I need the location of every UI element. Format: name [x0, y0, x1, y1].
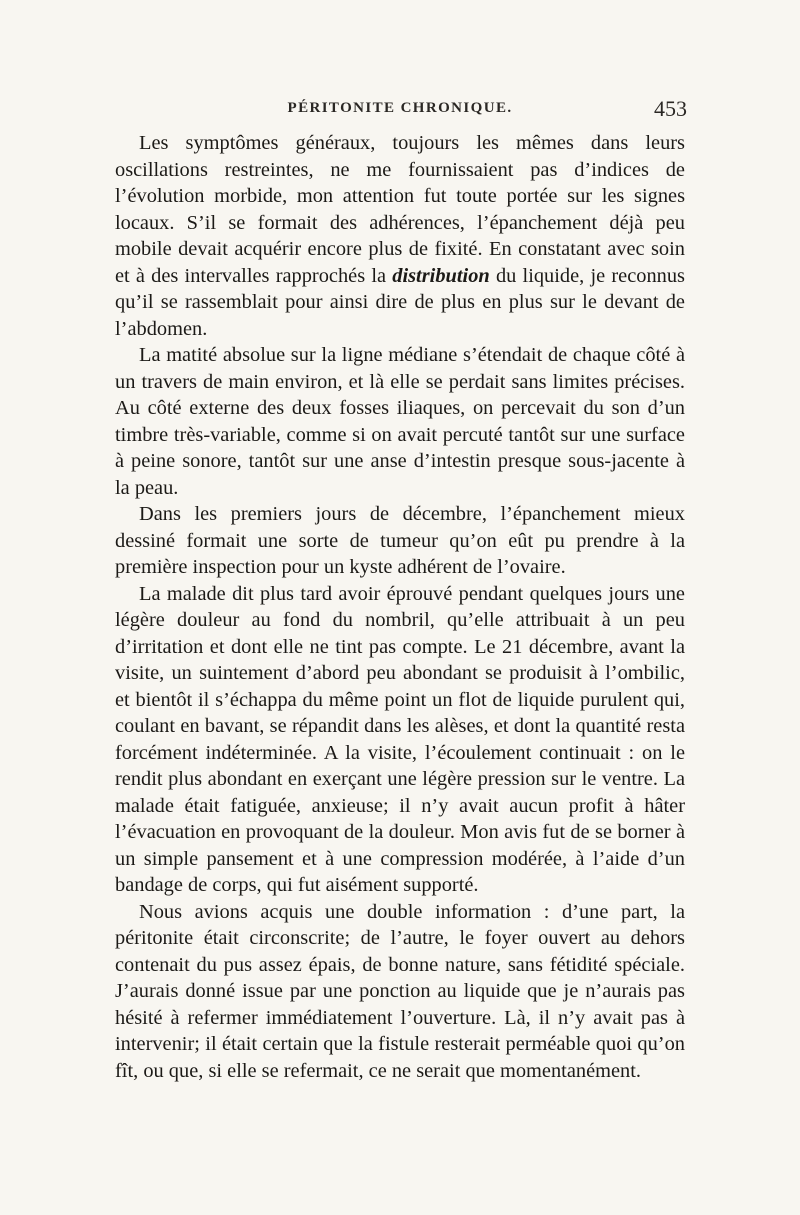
- paragraph-1-before: Les symptômes généraux, toujours les mêmes dans leurs oscillations restreintes, ne me fournissaient pas d’indices de l’évolution morbide, mon attention fut toute portée sur les signes locaux. S’il se formait des adhérences, l’épanchement déjà peu mobile devait acquérir encore plus de fixité. En constatant avec soin et à des intervalles rapprochés la: [115, 132, 685, 287]
- italic-emphasis: distribution: [392, 264, 490, 287]
- paragraph-3: Dans les premiers jours de décembre, l’épanchement mieux dessiné formait une sorte de tumeur qu’on eût pu prendre à la première inspection pour un kyste adhérent de l’ovaire.: [115, 503, 685, 578]
- body-text: [115, 130, 685, 1084]
- page-number: 453: [654, 96, 687, 121]
- page-header: [115, 96, 685, 126]
- paragraph-1: [115, 130, 685, 342]
- paragraph-1-after: du liquide, je reconnus qu’il se rassemblait pour ainsi dire de plus en plus sur le devant de l’abdomen.: [115, 264, 685, 340]
- paragraph-2: La matité absolue sur la ligne médiane s’étendait de chaque côté à un travers de main environ, et là elle se perdait sans limites précises. Au côté externe des deux fosses iliaques, on percevait du son d’un timbre très-variable, comme si on avait percuté tantôt sur une surface à peine sonore, tantôt sur une anse d’intestin presque sous-jacente à la peau.: [115, 344, 685, 499]
- paragraph-5: Nous avions acquis une double information : d’une part, la péritonite était circonscrite; de l’autre, le foyer ouvert au dehors contenait du pus assez épais, de bonne nature, sans fétidité spéciale. J’aurais donné issue par une ponction au liquide que je n’aurais pas hésité à refermer immédiatement l’ouverture. Là, il n’y avait pas à intervenir; il était certain que la fistule resterait perméable quoi qu’on fît, ou que, si elle se refermait, ce ne serait que momentanément.: [115, 900, 685, 1082]
- paragraph-4: La malade dit plus tard avoir éprouvé pendant quelques jours une légère douleur au fond du nombril, qu’elle attribuait à un peu d’irritation et dont elle ne tint pas compte. Le 21 décembre, avant la visite, un suintement d’abord peu abondant se produisit à l’ombilic, et bientôt il s’échappa du même point un flot de liquide purulent qui, coulant en bavant, se répandit dans les alèses, et dont la quantité resta forcément indéterminée. A la visite, l’écoulement continuait : on le rendit plus abondant en exerçant une légère pression sur le ventre. La malade était fatiguée, anxieuse; il n’y avait aucun profit à hâter l’évacuation en provoquant de la douleur. Mon avis fut de se borner à un simple pansement et à une compression modérée, à l’aide d’un bandage de corps, qui fut aisément supporté.: [115, 582, 685, 896]
- running-title: PÉRITONITE CHRONIQUE.: [287, 100, 513, 116]
